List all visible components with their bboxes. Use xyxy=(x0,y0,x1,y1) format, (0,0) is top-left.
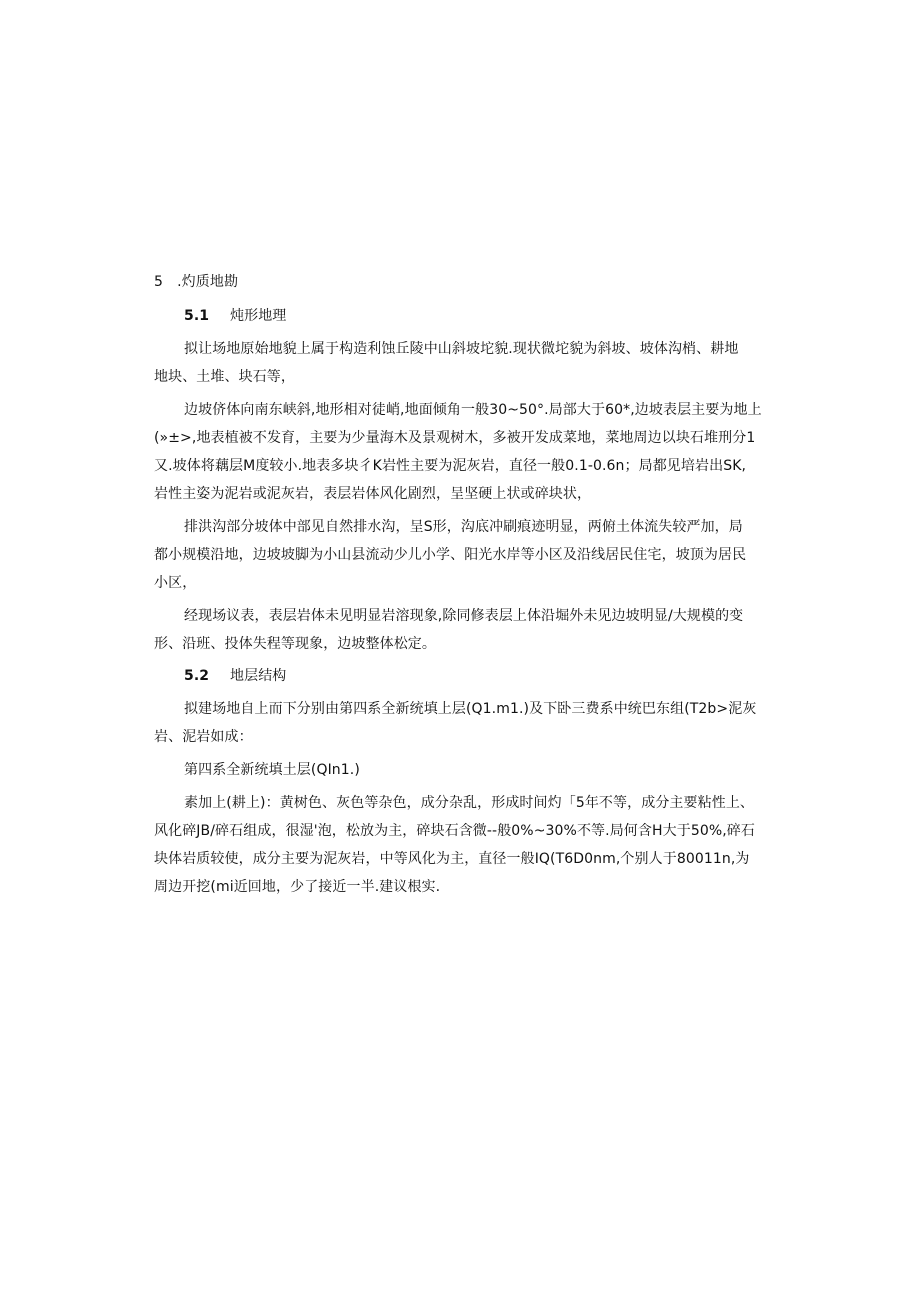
text-line: 岩、泥岩如成： xyxy=(154,729,253,745)
text-line: 周边开挖(mi近回地，少了接近一半.建议根实. xyxy=(154,879,441,895)
text-line: 边坡侪体向南东峡斜,地形相对徒峭,地面倾角一般30~50°.局部大于60*,边坡表层主要为地上 xyxy=(184,402,762,418)
section-title: 地层结构 xyxy=(230,668,287,684)
text-line: 风化碎JB/碎石组成，很湿'泡，松放为主，碎块石含微--般0%~30%不等.局何含H大于50%,碎石 xyxy=(154,823,756,839)
text-line: 拟建场地自上而下分别由第四系全新统填上层(Q1.m1.)及下卧三费系中统巴东组(T2b>泥灰 xyxy=(184,701,757,717)
text-line: 经现场议表，表层岩体未见明显岩溶现象,除同修表层上体沿堀外未见边坡明显/大规模的变 xyxy=(184,608,744,624)
paragraph xyxy=(154,335,774,391)
text-line: 排洪沟部分坡体中部见自然排水沟，呈S形，沟底冲刷痕迹明显，两俯土体流失较严加，局 xyxy=(184,519,743,535)
text-line: 又.坡体将藕层M度较小.地表多块彳K岩性主要为泥灰岩，直径一般0.1-0.6n；局都见培岩出SK, xyxy=(154,458,747,474)
section-number: 5.1 xyxy=(184,308,210,324)
text-line: 地块、土堆、块石等， xyxy=(154,369,295,385)
paragraph xyxy=(154,513,774,597)
paragraph xyxy=(154,756,774,784)
text-line: 拟让场地原始地貌上属于构造利蚀丘陵中山斜坡坨貌.现状微坨貌为斜坡、坡体沟梢、耕地 xyxy=(184,341,739,357)
section-title: 炖形地理 xyxy=(230,308,287,324)
chapter-heading: 5 .灼质地勘 xyxy=(154,274,239,290)
paragraph xyxy=(154,695,774,751)
paragraph xyxy=(154,396,774,508)
section-heading-5-1 xyxy=(154,302,774,330)
text-line: 岩性主姿为泥岩或泥灰岩，表层岩体风化剧烈，呈坚硬上状或碎块状， xyxy=(154,486,592,502)
paragraph xyxy=(154,602,774,658)
text-line: 块体岩质较使，成分主要为泥灰岩，中等风化为主，直径一般IQ(T6D0nm,个别人于80011n,为 xyxy=(154,851,750,867)
text-line: (»±>,地表植被不发育，主要为少量海木及景观树木，多被开发成菜地，菜地周边以块石堆刑分1 xyxy=(154,430,756,446)
paragraph xyxy=(154,789,774,901)
document-body xyxy=(154,268,774,901)
text-line: 素加上(耕上)：黄树色、灰色等杂色，成分杂乱，形成时间灼「5年不等，成分主要粘性上、 xyxy=(184,795,755,811)
text-line: 小区， xyxy=(154,575,197,591)
section-number: 5.2 xyxy=(184,668,210,684)
section-heading-5-2 xyxy=(154,662,774,690)
text-line: 形、沿班、投体失程等现象，边坡整体松定。 xyxy=(154,636,436,652)
text-line: 第四系全新统填土层(QIn1.) xyxy=(184,762,360,778)
text-line: 都小规模沿地，边坡坡脚为小山县流动少儿小学、阳光水岸等小区及沿线居民住宅，坡顶为居民 xyxy=(154,547,747,563)
